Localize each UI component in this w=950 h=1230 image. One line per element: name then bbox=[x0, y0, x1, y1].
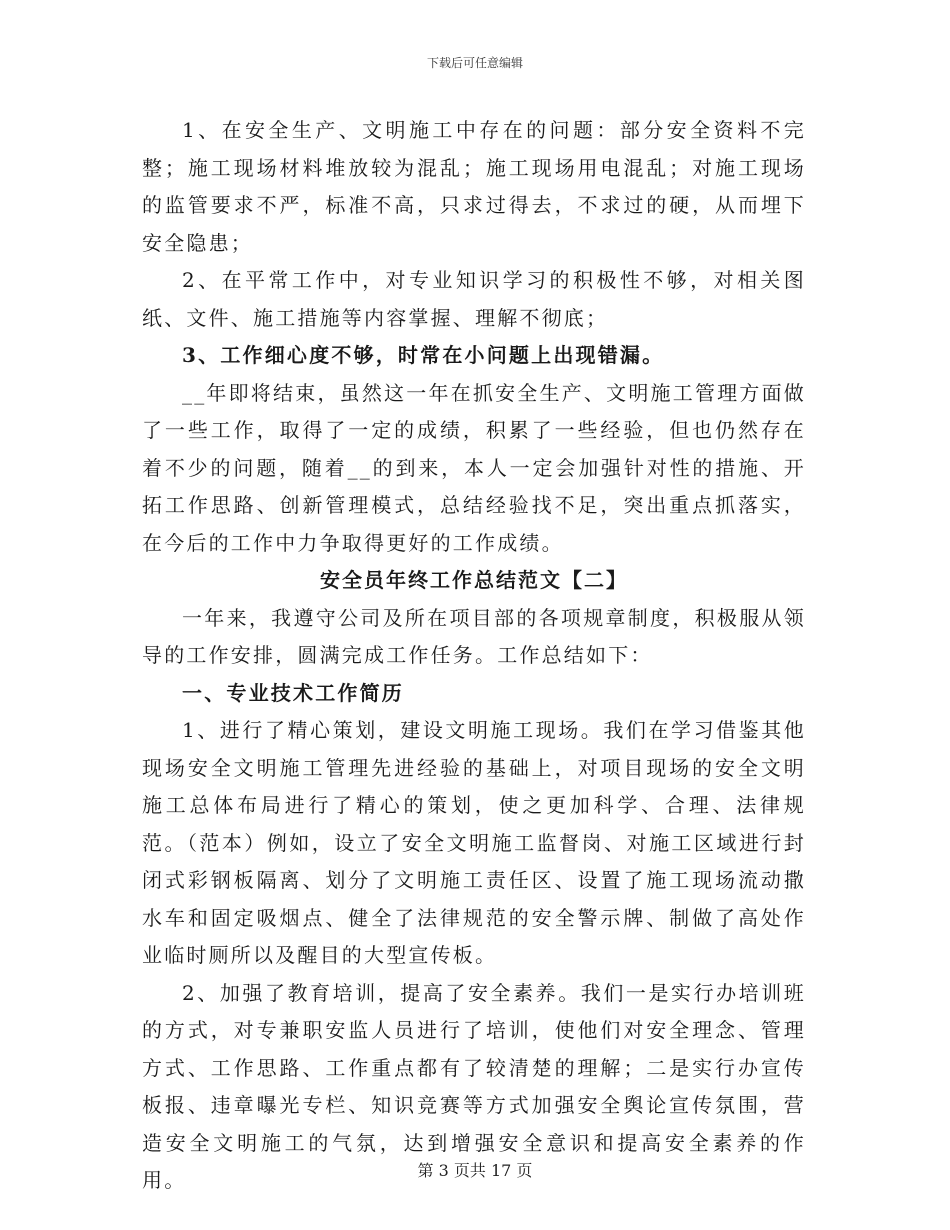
paragraph-intro: 一年来，我遵守公司及所在项目部的各项规章制度，积极服从领导的工作安排，圆满完成工作任务。工作总结如下： bbox=[142, 605, 806, 667]
subheading-technical-work: 一、专业技术工作简历 bbox=[182, 680, 404, 705]
document-body bbox=[142, 112, 806, 1200]
page-number: 第 3 页共 17 页 bbox=[417, 1161, 533, 1180]
paragraph-issues: 1、在安全生产、文明施工中存在的问题：部分安全资料不完整；施工现场材料堆放较为混乱；施工现场用电混乱；对施工现场的监管要求不严，标准不高，只求过得去，不求过的硬，从而埋下安全隐患； bbox=[142, 118, 806, 255]
header-note: 下载后可任意编辑 bbox=[426, 56, 523, 70]
paragraph-study: 2、在平常工作中，对专业知识学习的积极性不够，对相关图纸、文件、施工措施等内容掌握、理解不彻底； bbox=[142, 268, 806, 330]
section-title: 安全员年终工作总结范文【二】 bbox=[320, 568, 628, 592]
paragraph-training: 2、加强了教育培训，提高了安全素养。我们一是实行办培训班的方式，对专兼职安监人员进行了培训，使他们对安全理念、管理方式、工作思路、工作重点都有了较清楚的理解；二是实行办宣传板报、违章曝光专栏、知识竞赛等方式加强安全舆论宣传氛围，营造安全文明施工的气氛，达到增强安全意识和提高安全素养的作用。 bbox=[142, 980, 806, 1192]
paragraph-carefulness: 3、工作细心度不够，时常在小问题上出现错漏。 bbox=[182, 343, 665, 367]
paragraph-year-end: __年即将结束，虽然这一年在抓安全生产、文明施工管理方面做了一些工作，取得了一定的成绩，积累了一些经验，但也仍然存在着不少的问题，随着__的到来，本人一定会加强针对性的措施、开拓工作思路、创新管理模式，总结经验找不足，突出重点抓落实，在今后的工作中力争取得更好的工作成绩。 bbox=[142, 380, 806, 555]
paragraph-planning: 1、进行了精心策划，建设文明施工现场。我们在学习借鉴其他现场安全文明施工管理先进经验的基础上，对项目现场的安全文明施工总体布局进行了精心的策划，使之更加科学、合理、法律规范。（范本）例如，设立了安全文明施工监督岗、对施工区域进行封闭式彩钢板隔离、划分了文明施工责任区、设置了施工现场流动撒水车和固定吸烟点、健全了法律规范的安全警示牌、制做了高处作业临时厕所以及醒目的大型宣传板。 bbox=[142, 718, 806, 967]
